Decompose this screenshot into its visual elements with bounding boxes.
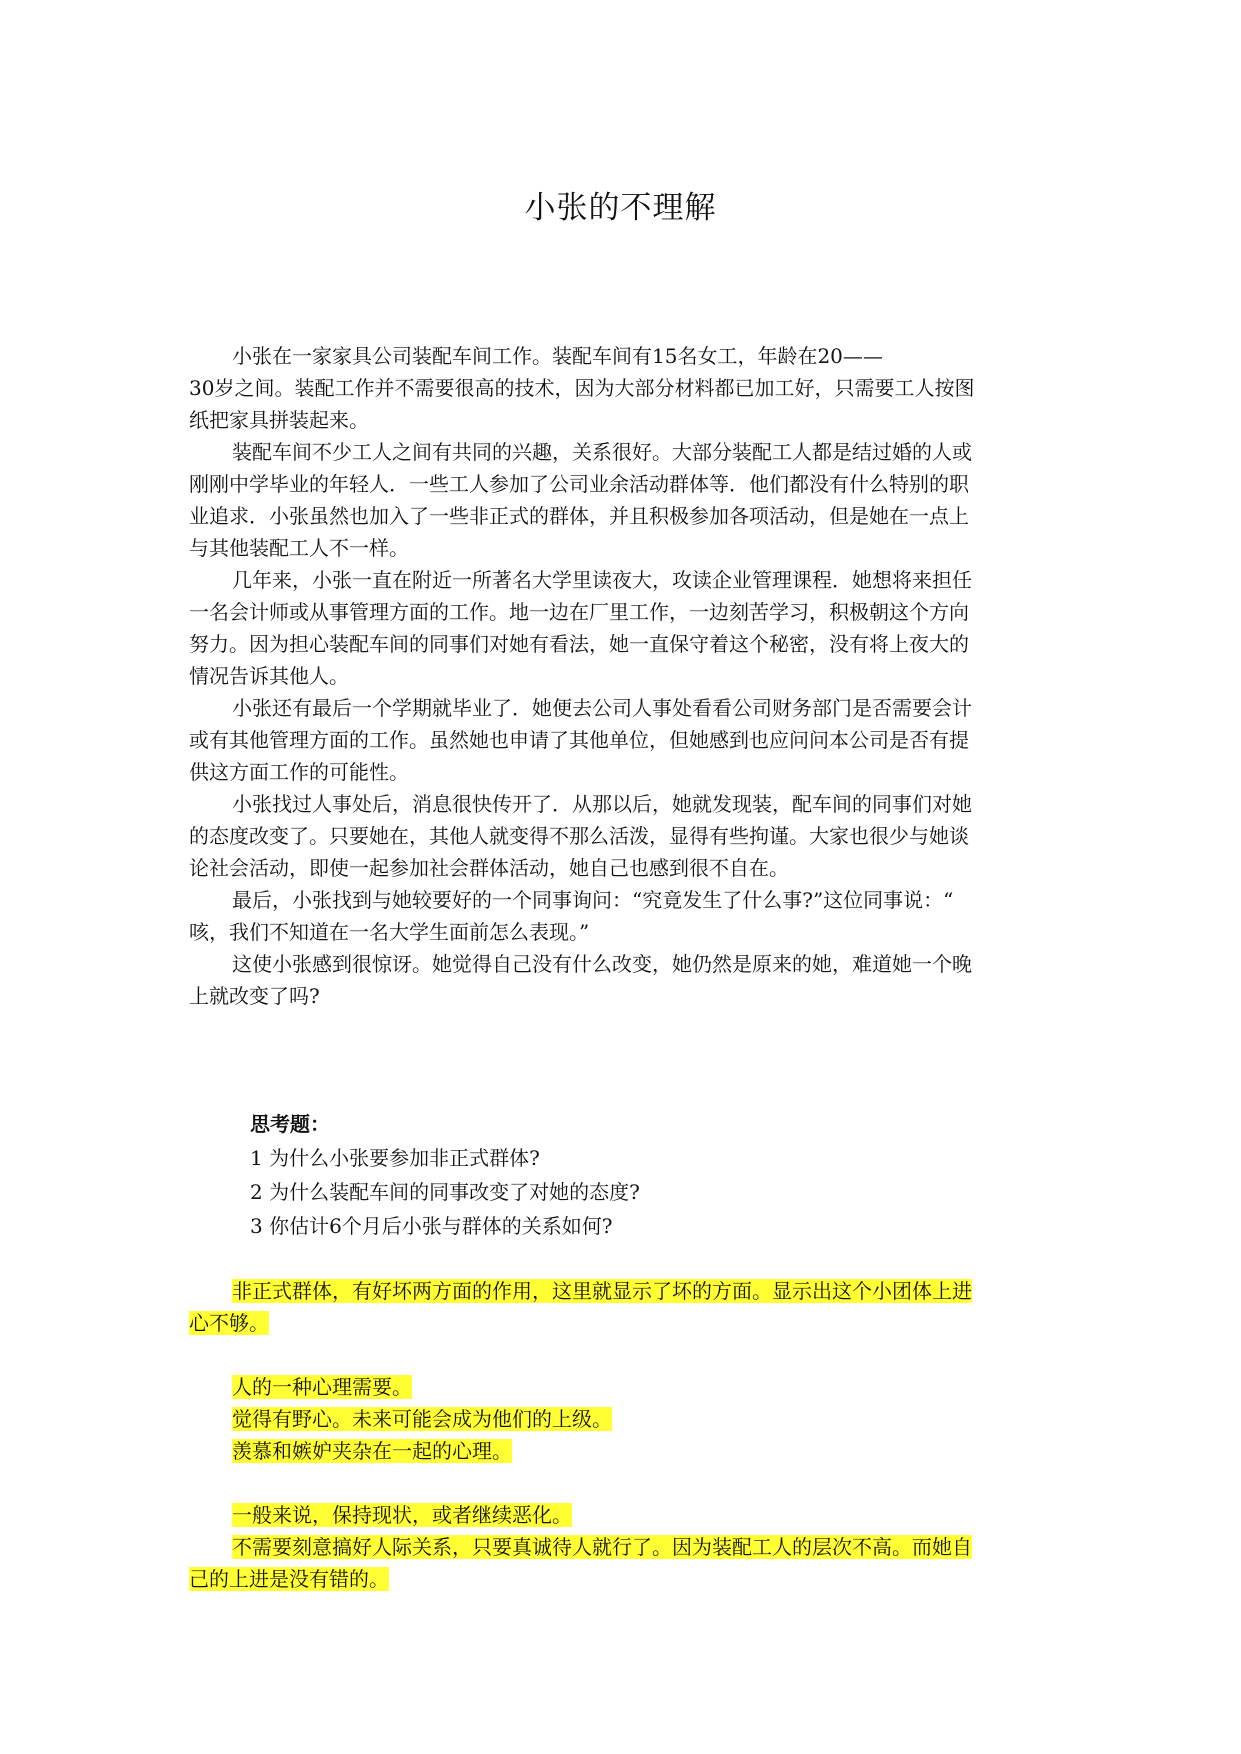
paragraph — [189, 948, 1049, 1012]
paragraph — [189, 884, 1049, 948]
question-item: 1 为什么小张要参加非正式群体? — [250, 1146, 540, 1170]
highlighted-text: 心不够。 — [189, 1311, 269, 1335]
text-line: 上就改变了吗? — [189, 984, 320, 1008]
text-line: 小张在一家家具公司装配车间工作。装配车间有15名女工，年龄在20—— — [232, 344, 883, 368]
questions-section — [189, 1107, 1049, 1243]
text-line: 与其他装配工人不一样。 — [189, 536, 409, 560]
highlighted-text: 羡慕和嫉妒夹杂在一起的心理。 — [232, 1439, 512, 1463]
text-line: 业追求．小张虽然也加入了一些非正式的群体，并且积极参加各项活动，但是她在一点上 — [189, 504, 969, 528]
paragraph — [189, 564, 1049, 692]
highlighted-text: 非正式群体，有好坏两方面的作用，这里就显示了坏的方面。显示出这个小团体上进 — [232, 1279, 972, 1303]
text-line: 一名会计师或从事管理方面的工作。地一边在厂里工作，一边刻苦学习，积极朝这个方向 — [189, 600, 969, 624]
text-line: 努力。因为担心装配车间的同事们对她有看法，她一直保守着这个秘密，没有将上夜大的 — [189, 632, 969, 656]
answer-2 — [189, 1371, 1049, 1467]
text-line: 这使小张感到很惊讶。她觉得自己没有什么改变，她仍然是原来的她，难道她一个晚 — [232, 952, 972, 976]
question-item: 2 为什么装配车间的同事改变了对她的态度? — [250, 1180, 640, 1204]
answer-3 — [189, 1499, 1049, 1595]
answers-section — [189, 1275, 1049, 1595]
paragraph — [189, 788, 1049, 884]
question-item: 3 你估计6个月后小张与群体的关系如何? — [250, 1214, 613, 1238]
text-line: 刚刚中学毕业的年轻人．一些工人参加了公司业余活动群体等．他们都没有什么特别的职 — [189, 472, 969, 496]
paragraph — [189, 436, 1049, 564]
highlighted-text: 人的一种心理需要。 — [232, 1375, 412, 1399]
highlighted-text: 己的上进是没有错的。 — [189, 1567, 389, 1591]
text-line: 小张找过人事处后，消息很快传开了．从那以后，她就发现装，配车间的同事们对她 — [232, 792, 972, 816]
text-line: 纸把家具拼装起来。 — [189, 408, 369, 432]
paragraph — [189, 340, 1049, 436]
text-line: 最后，小张找到与她较要好的一个同事询问：“究竟发生了什么事?”这位同事说：“ — [232, 888, 954, 912]
text-line: 咳，我们不知道在一名大学生面前怎么表现。” — [189, 920, 590, 944]
text-line: 或有其他管理方面的工作。虽然她也申请了其他单位，但她感到也应问问本公司是否有提 — [189, 728, 969, 752]
highlighted-text: 不需要刻意搞好人际关系，只要真诚待人就行了。因为装配工人的层次不高。而她自 — [232, 1535, 972, 1559]
text-line: 30岁之间。装配工作并不需要很高的技术，因为大部分材料都已加工好，只需要工人按图 — [189, 376, 975, 400]
document-title: 小张的不理解 — [524, 190, 717, 226]
text-line: 小张还有最后一个学期就毕业了．她便去公司人事处看看公司财务部门是否需要会计 — [232, 696, 972, 720]
paragraph — [189, 692, 1049, 788]
highlighted-text: 一般来说，保持现状，或者继续恶化。 — [232, 1503, 572, 1527]
text-line: 情况告诉其他人。 — [189, 664, 349, 688]
questions-heading: 思考题： — [250, 1112, 330, 1136]
text-line: 供这方面工作的可能性。 — [189, 760, 409, 784]
text-line: 论社会活动，即使一起参加社会群体活动，她自己也感到很不自在。 — [189, 856, 789, 880]
answer-1 — [189, 1275, 1049, 1339]
text-line: 几年来，小张一直在附近一所著名大学里读夜大，攻读企业管理课程．她想将来担任 — [232, 568, 972, 592]
case-body — [189, 340, 1049, 1012]
text-line: 装配车间不少工人之间有共同的兴趣，关系很好。大部分装配工人都是结过婚的人或 — [232, 440, 972, 464]
text-line: 的态度改变了。只要她在，其他人就变得不那么活泼，显得有些拘谨。大家也很少与她谈 — [189, 824, 969, 848]
highlighted-text: 觉得有野心。未来可能会成为他们的上级。 — [232, 1407, 612, 1431]
